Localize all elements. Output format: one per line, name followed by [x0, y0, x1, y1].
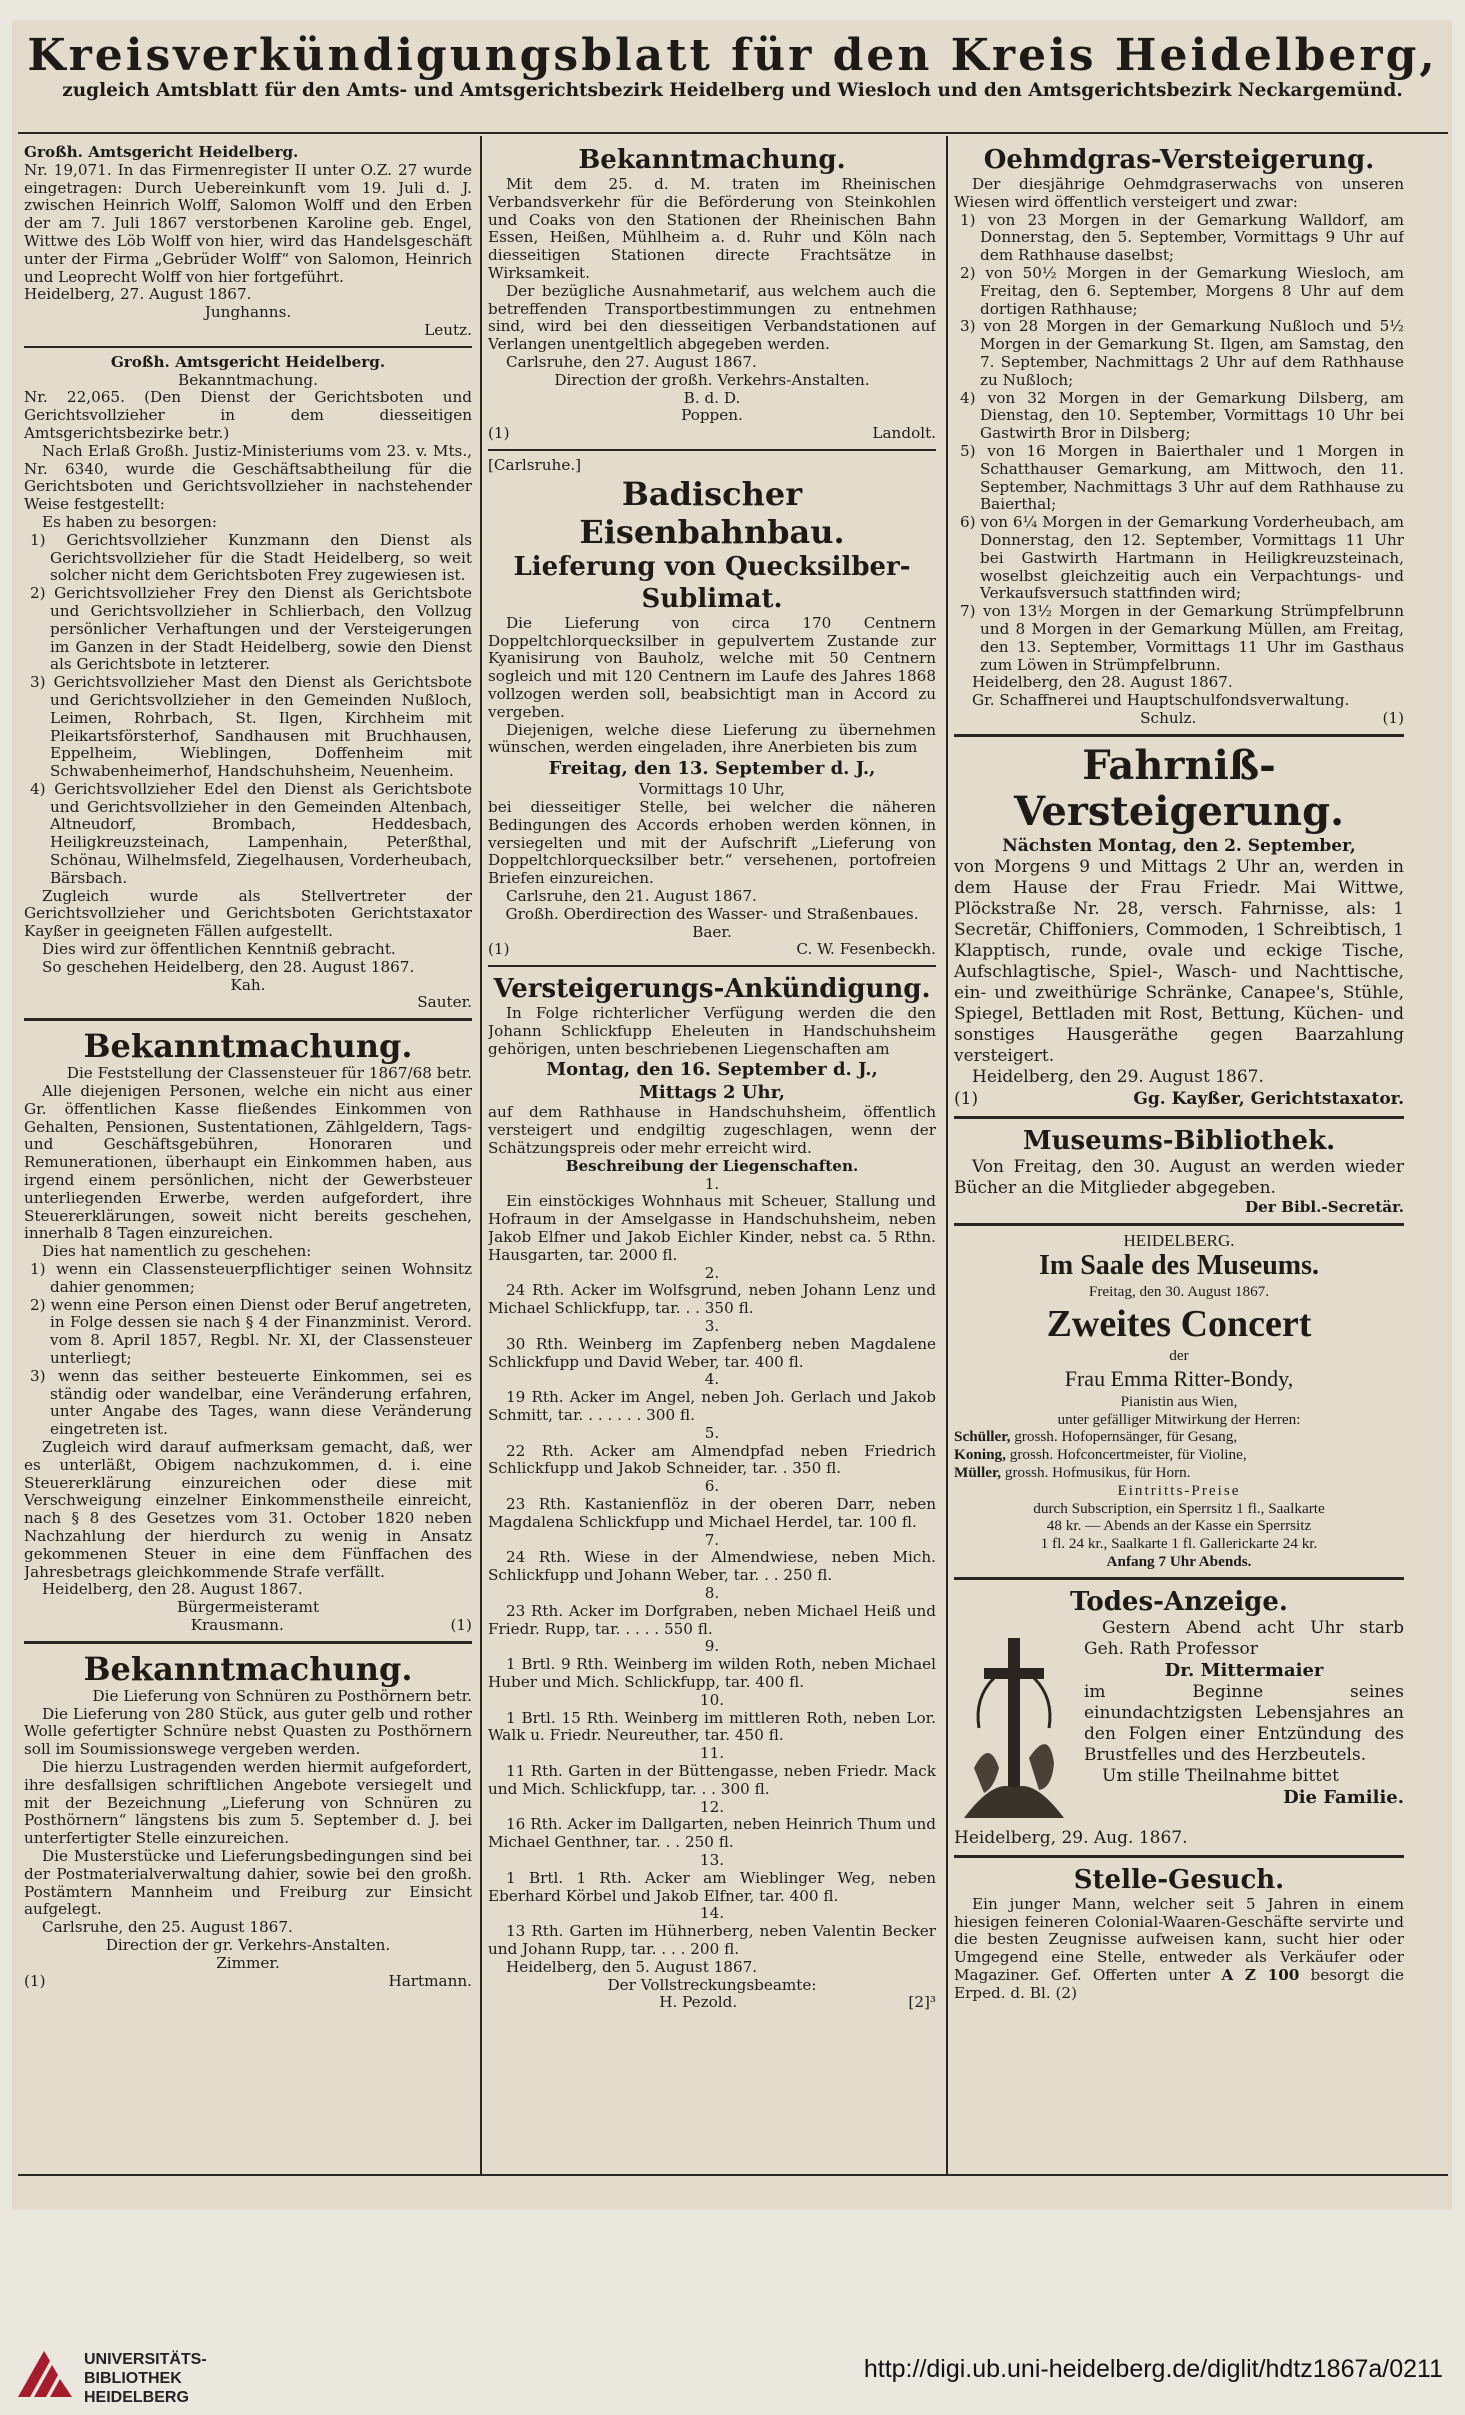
notice-gerichtsboten — [24, 354, 472, 1012]
concert-prices-heading: Eintritts-Preise — [1117, 1481, 1241, 1499]
notice-number: [2]³ — [908, 1993, 936, 2012]
notice-signature: Die Familie. — [1283, 1786, 1404, 1808]
notice-text-2: Der bezügliche Ausnahmetarif, aus welchem auch die betreffenden Transportbestimmungen zu entnehmen sind, wird bei den diesseitigen Verbandstationen auf Verlangen unentgeltlich abgegeben werden. — [488, 281, 936, 354]
estate-item-number: 3. — [704, 1317, 720, 1336]
notice-signature: Schulz. — [1140, 708, 1197, 727]
list-item: 3) von 28 Morgen in der Gemarkung Nußloch und 5½ Morgen in der Gemarkung St. Ilgen, am Samstag, den 7. September, Nachmittags 2 Uhr auf dem Rathhause zu Nußloch; — [960, 317, 1404, 389]
masthead-rule — [18, 132, 1448, 134]
notice-time: Mittags 2 Uhr, — [638, 1082, 786, 1104]
divider — [954, 1223, 1404, 1226]
list-item: 1) von 23 Morgen in der Gemarkung Walldorf, am Donnerstag, den 5. September, Vormittags 9 Uhr auf dem Rathhause daselbst; — [960, 210, 1404, 265]
notice-museums-bibliothek — [954, 1125, 1404, 1217]
bottom-rule — [18, 2174, 1448, 2176]
estate-list — [488, 1176, 936, 1959]
list-item: 6) von 6¼ Morgen in der Gemarkung Vorderheubach, am Donnerstag, den 12. September, Vormittags 11 Uhr bei Gastwirth Hartmann in Heiligkreuzsteinach, woselbst gleichzeitig auch ein Verpachtungs- und Verkaufsversuch stattfinden wird; — [960, 513, 1404, 603]
notice-signature: Der Bibl.-Secretär. — [1244, 1197, 1404, 1216]
notice-time: Vormittags 10 Uhr, — [639, 780, 785, 799]
notice-tail: Zugleich wird darauf aufmerksam gemacht, daß, wer es unterläßt, Obigem nachzukommen, d. i. eine Steuererklärung einzureichen oder diese mit Verschweigung einzelner Einkommenstheile einreicht, nach § 8 des Gesetzes vom 31. October 1820 neben Nachzahlung der hierdurch zu wenig in Ansatz gekommenen Steuer in eine dem Fünffachen des Jahresbetrags gleichkommende Strafe verfällt. — [24, 1437, 472, 1581]
library-name-line-1: UNIVERSITÄTS- — [84, 2351, 207, 2368]
notice-signature: Gg. Kayßer, Gerichtstaxator. — [1133, 1088, 1404, 1109]
notice-text: Von Freitag, den 30. August an werden wieder Bücher an die Mitglieder abgegeben. — [954, 1156, 1404, 1198]
notice-place: Heidelberg, den 28. August 1867. — [972, 673, 1233, 692]
concert-title: Zweites Concert — [1046, 1303, 1312, 1346]
notice-place: Heidelberg, 29. Aug. 1867. — [954, 1827, 1188, 1848]
notice-firmenregister — [24, 144, 472, 340]
notice-lead: Dies hat namentlich zu geschehen: — [42, 1242, 312, 1261]
concert-prices-1: durch Subscription, ein Sperrsitz 1 fl., Saalkarte — [1033, 1499, 1325, 1517]
list-item: 4) Gerichtsvollzieher Edel den Dienst als Gerichtsbote und Gerichtsvollzieher in den Gemeinden Altenbach, Altneudorf, Brombach, Heddesbach, Heiligkreuzsteinach, Lampenhain, Peterßthal, Schönau, Wilhelmsfeld, Ziegelhausen, Vorderheubach, Bärsbach. — [30, 779, 472, 887]
notice-text: Die Lieferung von circa 170 Centnern Doppeltchlorquecksilber in gepulvertem Zustande zur Kyanisirung von Bauholz, welche mit 50 Centnern sogleich und mit 120 Centnern im Laufe des Jahres 1868 vollzogen werden soll, beabsichtigt man in Accord zu vergeben. — [488, 613, 936, 721]
notice-deceased-name: Dr. Mittermaier — [1164, 1659, 1324, 1681]
list-item: 7) von 13½ Morgen in der Gemarkung Strümpfelbrunn und 8 Morgen in der Gemarkung Müllen, am Freitag, den 13. September, Vormittags 11 Uhr im Gasthaus zum Löwen in Strümpfelbrunn. — [960, 602, 1404, 674]
estate-item-number: 4. — [704, 1370, 720, 1389]
estate-item-number: 11. — [699, 1744, 725, 1763]
notice-number: (1) — [488, 424, 510, 443]
concert-prices-2: 48 kr. — Abends an der Kasse ein Sperrsitz — [1046, 1517, 1312, 1535]
performer-row — [954, 1428, 1404, 1446]
notice-signature-row — [954, 710, 1404, 728]
notice-versteigerung — [488, 973, 936, 2012]
list-item: 3) Gerichtsvollzieher Mast den Dienst als Gerichtsbote und Gerichtsvollzieher in den Gemeinden Nußloch, Leimen, Rohrbach, St. Ilgen, Kirchheim mit Pleikartsförsterhof, Sandhausen mit Bruchhausen, Eppelheim, Wieblingen, Doffenheim mit Schwabenheimerhof, Handschuhsheim, Neuenheim. — [30, 673, 472, 781]
notice-signature-2: Sauter. — [417, 993, 472, 1012]
notice-stelle-gesuch — [954, 1864, 1404, 2003]
notice-tag: [Carlsruhe.] — [488, 455, 582, 474]
masthead-title: Kreisverkündigungsblatt für den Kreis Heidelberg, — [27, 30, 1438, 81]
notice-org: Der Vollstreckungsbeamte: — [607, 1975, 817, 1994]
list-item: 3) wenn das seither besteuerte Einkommen, sei es ständig oder wandelbar, eine Veränderung erfahren, unter Angabe des Tages, wann diese Veränderung eingetreten ist. — [30, 1366, 472, 1439]
notice-date: Montag, den 16. September d. J., — [546, 1059, 878, 1081]
notice-number: (1) — [954, 1088, 979, 1109]
notice-place: Carlsruhe, den 21. August 1867. — [506, 886, 757, 905]
estate-item-number: 9. — [704, 1637, 720, 1656]
notice-eisenbahnbau — [488, 457, 936, 959]
notice-text: Alle diejenigen Personen, welche ein nicht aus einer Gr. öffentlichen Kasse fließendes Einkommen von Gehalten, Pensionen, Sustentationen, Zählgeldern, Tags- und Geschäftsgebühren, Honoraren und Remunerationen, überhaupt ein Einkommen haben, aus irgend einem persönlichen, nicht der Gewerbsteuer unterliegenden Erwerbe, werden aufgefordert, ihre Steuererklärungen, soweit nicht bereits geschehen, innerhalb 8 Tagen einzureichen. — [24, 1082, 472, 1243]
notice-classensteuer — [24, 1027, 472, 1635]
notice-code: A Z 100 — [1221, 1966, 1300, 1985]
cross-mourning-illustration — [954, 1618, 1074, 1828]
estate-item-number: 1. — [704, 1174, 720, 1193]
notice-text-tail: besorgt die Erped. d. Bl. — [954, 1966, 1404, 2002]
masthead-subtitle: zugleich Amtsblatt für den Amts- und Amtsgerichtsbezirk Heidelberg und Wiesloch und den Amtsgerichtsbezirk Neckargemünd. — [62, 80, 1403, 101]
estate-item-number: 2. — [704, 1263, 720, 1282]
notice-subheading: Die Feststellung der Classensteuer für 1867/68 betr. — [66, 1064, 472, 1083]
notice-signature-2: C. W. Fesenbeckh. — [796, 940, 936, 959]
performer-description: grossh. Hofconcertmeister, für Violine, — [1009, 1446, 1247, 1464]
notice-number: (1) — [488, 940, 510, 959]
concert-venue: Im Saale des Museums. — [1038, 1250, 1319, 1282]
estate-item-text: Ein einstöckiges Wohnhaus mit Scheuer, Stallung und Hofraum in der Amselgasse in Handschuhsheim, neben Jakob Elfner und Jakob Eichler Kinder, nebst ca. 5 Rthn. Hausgarten, tar. 2000 fl. — [488, 1192, 936, 1264]
notice-heading: Bekanntmachung. — [578, 145, 846, 175]
notice-text-2: Die hierzu Lustragenden werden hiermit aufgefordert, ihre desfallsigen schriftlichen Angebote versiegelt und mit der Bezeichnung „Lieferung von Schnüren zu Posthörnern“ längstens bis zum 5. September d. J. bei unterfertigter Stelle einzureichen. — [24, 1757, 472, 1848]
notice-steinkohlen — [488, 144, 936, 443]
concert-city: HEIDELBERG. — [1123, 1230, 1235, 1250]
source-url-link[interactable]: http://digi.ub.uni-heidelberg.de/diglit/hdtz1867a/0211 — [863, 2355, 1443, 2383]
university-library-logo-icon — [14, 2345, 76, 2405]
notice-heading: Todes-Anzeige. — [1070, 1586, 1288, 1617]
performer-name: Müller, — [954, 1464, 1002, 1482]
divider — [24, 1018, 472, 1021]
notice-heading: Fahrniß-Versteigerung. — [1013, 741, 1345, 835]
divider — [24, 1641, 472, 1644]
notice-place: So geschehen Heidelberg, den 28. August 1867. — [42, 957, 415, 976]
notice-heading: Badischer Eisenbahnbau. — [579, 474, 845, 551]
concert-start: Anfang 7 Uhr Abends. — [1106, 1553, 1252, 1571]
notice-heading-2: Lieferung von Quecksilber-Sublimat. — [513, 551, 911, 614]
notice-org-2: Baer. — [692, 922, 732, 941]
notice-subheading: Die Lieferung von Schnüren zu Posthörnern betr. — [92, 1686, 472, 1705]
notice-place: Carlsruhe, den 25. August 1867. — [42, 1918, 293, 1937]
notice-text: Gestern Abend acht Uhr starb Geh. Rath Professor — [1084, 1617, 1404, 1659]
death-notice-body — [954, 1618, 1404, 1828]
notice-signature-2: Landolt. — [872, 424, 936, 443]
notice-number: (1) — [24, 1971, 46, 1990]
notice-oehmdgras — [954, 144, 1404, 728]
library-name — [84, 2350, 207, 2407]
list-item: 4) von 32 Morgen in der Gemarkung Dilsberg, am Dienstag, den 10. September, Vormittags 10 Uhr bei Gastwirth Bror in Dilsberg; — [960, 388, 1404, 443]
notice-place: Heidelberg, 27. August 1867. — [24, 285, 252, 304]
estate-item-text: 30 Rth. Weinberg im Zapfenberg neben Magdalene Schlickfupp und David Weber, tar. 400 fl. — [488, 1334, 936, 1371]
notice-signature: Zimmer. — [216, 1953, 280, 1972]
performer-list — [954, 1428, 1404, 1481]
concert-with: unter gefälliger Mitwirkung der Herren: — [1057, 1410, 1301, 1428]
notice-signature-row — [24, 1617, 472, 1635]
notice-signature-2: Hartmann. — [388, 1971, 472, 1990]
list-item: 5) von 16 Morgen in Baierthaler und 1 Morgen in Schatthauser Gemarkung, am Mittwoch, den 11. September, Nachmittags 3 Uhr auf dem Rathhause zu Baierthal; — [960, 441, 1404, 514]
notice-subheading: Beschreibung der Liegenschaften. — [565, 1156, 859, 1175]
notice-text — [954, 1896, 1404, 2003]
divider — [488, 965, 936, 967]
notice-org: Direction der großh. Verkehrs-Anstalten. — [554, 370, 870, 389]
notice-tail-2: Dies wird zur öffentlichen Kenntniß gebracht. — [42, 940, 396, 959]
estate-item-text: 1 Brtl. 15 Rth. Weinberg im mittleren Roth, neben Lor. Walk u. Friedr. Neureuther, tar. 450 fl. — [488, 1708, 936, 1745]
notice-heading: Bekanntmachung. — [83, 1027, 413, 1066]
column-rule-2 — [946, 136, 948, 2176]
concert-role: Pianistin aus Wien, — [1120, 1392, 1238, 1410]
notice-text: Nr. 19,071. In das Firmenregister II unter O.Z. 27 wurde eingetragen: Durch Uebereinkunft vom 19. Juli d. J. zwischen Heinrich Wolff, Salomon Wolff und den Erben der am 7. Juli 1867 verstorbenen Karoline geb. Engel, Wittwe des Löb Wolff von hier, wird das Handelsgeschäft unter der Firma „Gebrüder Wolff“ von Salomon, Heinrich und Leoprecht Wolff von hier fortgeführt. — [24, 160, 472, 286]
notice-text: von Morgens 9 und Mittags 2 Uhr an, werden in dem Hause der Frau Friedr. Mai Wittwe, Plöckstraße Nr. 28, versch. Fahrnisse, als: 1 Secretär, Chiffoniers, Commoden, 1 Schreibtisch, 1 Klapptisch, runde, ovale und eckige Tische, Aufschlagtische, Spiel-, Wasch- und Nachttische, ein- und zweithürige Schränke, Canapee's, Stühle, Spiegel, Bettladen mit Rost, Bettung, Küchen- und sonstiges Hausgeräthe gegen Baarzahlung versteigert. — [954, 856, 1404, 1066]
notice-concert — [954, 1232, 1404, 1571]
notice-text-2: auf dem Rathhause in Handschuhsheim, öffentlich versteigert und endgiltig zugeschlagen, wenn der Schätzungspreis oder mehr erreicht wird. — [488, 1103, 936, 1158]
concert-date: Freitag, den 30. August 1867. — [1088, 1283, 1270, 1301]
notice-signature: Kah. — [230, 975, 266, 994]
notice-number: (1) — [450, 1615, 472, 1634]
notice-text-3: Um stille Theilnahme bittet — [1102, 1765, 1339, 1786]
notice-signature: Krausmann. — [190, 1615, 284, 1634]
notice-text: Die Lieferung von 280 Stück, aus guter gelb und rother Wolle gefertigter Schnüre nebst Quasten zu Posthörnern soll im Soumissionswege vergeben werden. — [24, 1704, 472, 1759]
notice-todes-anzeige — [954, 1586, 1404, 1849]
estate-item-text: 16 Rth. Acker im Dallgarten, neben Heinrich Thum und Michael Genthner, tar. . . 250 fl. — [488, 1815, 936, 1852]
library-name-line-3: HEIDELBERG — [84, 2389, 189, 2406]
notice-text-2: im Beginne seines einundachtzigsten Lebensjahres an den Folgen einer Entzündung des Brustfelles und des Herzbeutels. — [1084, 1681, 1404, 1765]
notice-number: (1) — [1382, 708, 1404, 727]
library-name-line-2: BIBLIOTHEK — [84, 2370, 182, 2387]
divider — [954, 1577, 1404, 1580]
estate-item-number: 13. — [699, 1850, 725, 1869]
notice-tail: Zugleich wurde als Stellvertreter der Gerichtsvollzieher und Gerichtsboten Gerichtstaxator Kayßer in geeigneten Fällen aufgestellt. — [24, 886, 472, 941]
estate-item-text: 19 Rth. Acker im Angel, neben Joh. Gerlach und Jakob Schmitt, tar. . . . . . . 300 fl. — [488, 1388, 936, 1425]
notice-place: Heidelberg, den 5. August 1867. — [506, 1957, 758, 1976]
estate-item-text: 11 Rth. Garten in der Büttengasse, neben Friedr. Mack und Mich. Schlickfupp, tar. . . 300 fl. — [488, 1761, 936, 1798]
notice-org: Bürgermeisteramt — [176, 1598, 320, 1617]
estate-item-number: 12. — [699, 1797, 725, 1816]
performer-row — [954, 1464, 1404, 1482]
notice-signature-row — [488, 1994, 936, 2012]
notice-text: Der diesjährige Oehmdgraserwachs von unseren Wiesen wird öffentlich versteigert und zwar: — [954, 175, 1404, 211]
notice-text: Mit dem 25. d. M. traten im Rheinischen Verbandsverkehr für die Beförderung von Steinkohlen und Coaks von den Stationen der Rheinischen Bahn Essen, Heißen, Mühlheim a. d. Ruhr und Köln nach diesseitigen Stationen directe Frachtsätze in Wirksamkeit. — [488, 175, 936, 282]
divider — [488, 449, 936, 451]
notice-number: (2) — [1055, 1983, 1078, 2002]
notice-heading: Großh. Amtsgericht Heidelberg. — [110, 352, 386, 371]
footer-bar — [0, 2230, 1465, 2415]
notice-place: Heidelberg, den 29. August 1867. — [972, 1066, 1264, 1087]
column-1 — [24, 144, 472, 2169]
notice-heading: Großh. Amtsgericht Heidelberg. — [24, 144, 299, 161]
notice-heading: Museums-Bibliothek. — [1022, 1125, 1336, 1156]
estate-item-number: 14. — [699, 1904, 725, 1923]
estate-item-text: 13 Rth. Garten im Hühnerberg, neben Valentin Becker und Johann Rupp, tar. . . . 200 fl. — [488, 1922, 936, 1958]
notice-posthoerner — [24, 1650, 472, 1991]
list-item: 1) wenn ein Classensteuerpflichtiger seinen Wohnsitz dahier genommen; — [30, 1260, 472, 1296]
notice-text: In Folge richterlicher Verfügung werden die den Johann Schlickfupp Eheleuten in Handschuhsheim gehörigen, unten beschriebenen Liegenschaften am — [488, 1004, 936, 1058]
column-2 — [488, 144, 936, 2169]
notice-org: Direction der gr. Verkehrs-Anstalten. — [105, 1935, 391, 1954]
list-item: 2) wenn eine Person einen Dienst oder Beruf angetreten, in Folge dessen sie nach § 4 der Finanzminist. Verord. vom 8. April 1857, Regbl. Nr. XI, der Classensteuer unterliegt; — [30, 1295, 472, 1367]
notice-heading: Versteigerungs-Ankündigung. — [493, 974, 931, 1005]
notice-date: Nächsten Montag, den 2. September, — [1002, 835, 1356, 856]
notice-signature: Junghanns. — [204, 303, 292, 322]
notice-text-3: Die Musterstücke und Lieferungsbedingungen sind bei der Postmaterialverwaltung dahier, sowie bei den großh. Postämtern Mannheim und Freiburg zur Einsicht aufgelegt. — [24, 1846, 472, 1919]
divider — [954, 1116, 1404, 1119]
estate-item-text: 1 Brtl. 9 Rth. Weinberg im wilden Roth, neben Michael Huber und Mich. Schlickfupp, tar. 400 fl. — [488, 1655, 936, 1691]
list-item: 2) von 50½ Morgen in der Gemarkung Wiesloch, am Freitag, den 6. September, Morgens 8 Uhr auf dem dortigen Rathhause; — [960, 263, 1404, 318]
estate-item-text: 24 Rth. Wiese in der Almendwiese, neben Mich. Schlickfupp und Johann Weber, tar. . . 250 fl. — [488, 1548, 936, 1585]
estate-item-number: 5. — [704, 1423, 720, 1442]
concert-der: der — [1169, 1347, 1189, 1365]
notice-org-3: Poppen. — [681, 406, 743, 425]
performer-description: grossh. Hofopernsänger, für Gesang, — [1014, 1428, 1238, 1446]
notice-fahrniss — [954, 743, 1404, 1110]
performer-name: Schüller, — [954, 1428, 1011, 1446]
notice-org-2: B. d. D. — [683, 388, 741, 407]
column-3 — [954, 144, 1404, 2169]
list-item: 1) Gerichtsvollzieher Kunzmann den Dienst als Gerichtsvollzieher für die Stadt Heidelberg, so weit solcher nicht dem Gerichtsboten Frey zugewiesen ist. — [30, 530, 472, 585]
notice-heading: Bekanntmachung. — [83, 1649, 413, 1688]
notice-org: Gr. Schaffnerei und Hauptschulfondsverwaltung. — [972, 691, 1350, 710]
performer-name: Koning, — [954, 1446, 1006, 1464]
death-notice-text — [1084, 1618, 1404, 1828]
performer-description: grossh. Hofmusikus, für Horn. — [1004, 1464, 1191, 1482]
notice-signature: H. Pezold. — [659, 1993, 738, 2012]
performer-row — [954, 1446, 1404, 1464]
estate-item-text: 22 Rth. Acker am Almendpfad neben Friedrich Schlickfupp und Jakob Schneider, tar. . 350 fl. — [488, 1441, 936, 1478]
estate-item-number: 8. — [704, 1584, 720, 1602]
notice-text-2: Diejenigen, welche diese Lieferung zu übernehmen wünschen, werden eingeladen, ihre Anerbieten bis zum — [488, 720, 936, 757]
notice-org: Großh. Oberdirection des Wasser- und Straßenbaues. — [505, 904, 919, 923]
divider — [954, 734, 1404, 737]
estate-item-number: 6. — [704, 1477, 720, 1496]
notice-signature-row — [954, 1088, 1404, 1110]
notice-signature-row — [488, 941, 936, 959]
notice-place: Heidelberg, den 28. August 1867. — [42, 1580, 303, 1599]
notice-place: Carlsruhe, den 27. August 1867. — [506, 352, 757, 371]
list-item: 2) Gerichtsvollzieher Frey den Dienst als Gerichtsbote und Gerichtsvollzieher in Schlierbach, den Vollzug persönlicher Verhaftungen und der Versteigerungen im Ganzen in der Stadt Heidelberg, sowie den Dienst als Gerichtsbote in letzterer. — [30, 584, 472, 674]
notice-date: Freitag, den 13. September d. J., — [548, 758, 876, 780]
notice-text-main: Ein junger Mann, welcher seit 5 Jahren in einem hiesigen feineren Colonial-Waaren-Geschäfte servirte und die besten Zeugnisse aufweisen kann, sucht hier oder Umgegend eine Stelle, entweder als Verkäufer oder Magaziner. Gef. Offerten unter — [954, 1894, 1404, 1985]
notice-signature-row — [488, 425, 936, 443]
notice-intro: Nr. 22,065. (Den Dienst der Gerichtsboten und Gerichtsvollzieher in dem diesseitigen Amtsgerichtsbezirke betr.) — [24, 388, 472, 442]
notice-signature-2: Leutz. — [424, 320, 472, 339]
column-rule-1 — [480, 136, 482, 2176]
notice-text-3: bei diesseitiger Stelle, bei welcher die näheren Bedingungen des Accords erhoben werden können, in versiegelten und mit der Aufschrift „Lieferung von Doppeltchlorquecksilber betr.“ versehenen, portofreien Briefen einzureichen. — [488, 797, 936, 888]
concert-artist: Frau Emma Ritter-Bondy, — [1064, 1365, 1294, 1391]
notice-lead: Es haben zu besorgen: — [42, 512, 217, 531]
divider — [954, 1855, 1404, 1858]
estate-item-text: 23 Rth. Acker im Dorfgraben, neben Michael Heiß und Friedr. Rupp, tar. . . . . 550 fl. — [488, 1601, 936, 1638]
estate-item-text: 23 Rth. Kastanienflöz in der oberen Darr, neben Magdalena Schlickfupp und Michael Herdel, tar. 100 fl. — [488, 1495, 936, 1531]
notice-signature-row — [24, 1973, 472, 1991]
notice-heading: Stelle-Gesuch. — [1073, 1864, 1285, 1895]
notice-heading: Oehmdgras-Versteigerung. — [983, 145, 1375, 175]
estate-item-text: 1 Brtl. 1 Rth. Acker am Wieblinger Weg, neben Eberhard Körbel und Jakob Elfner, tar. 400 fl. — [488, 1868, 936, 1905]
estate-item-number: 7. — [704, 1530, 720, 1549]
estate-item-text: 24 Rth. Acker im Wolfsgrund, neben Johann Lenz und Michael Schlickfupp, tar. . . 350 fl. — [488, 1281, 936, 1318]
estate-item-number: 10. — [699, 1690, 725, 1709]
divider — [24, 346, 472, 348]
notice-text: Nach Erlaß Großh. Justiz-Ministeriums vom 23. v. Mts., Nr. 6340, wurde die Geschäftsabtheilung für die Gerichtsboten und Gerichtsvollzieher in nachstehender Weise festgestellt: — [24, 441, 472, 514]
concert-prices-3: 1 fl. 24 kr., Saalkarte 1 fl. Gallerickarte 24 kr. — [1040, 1535, 1318, 1553]
notice-subheading: Bekanntmachung. — [178, 370, 318, 389]
